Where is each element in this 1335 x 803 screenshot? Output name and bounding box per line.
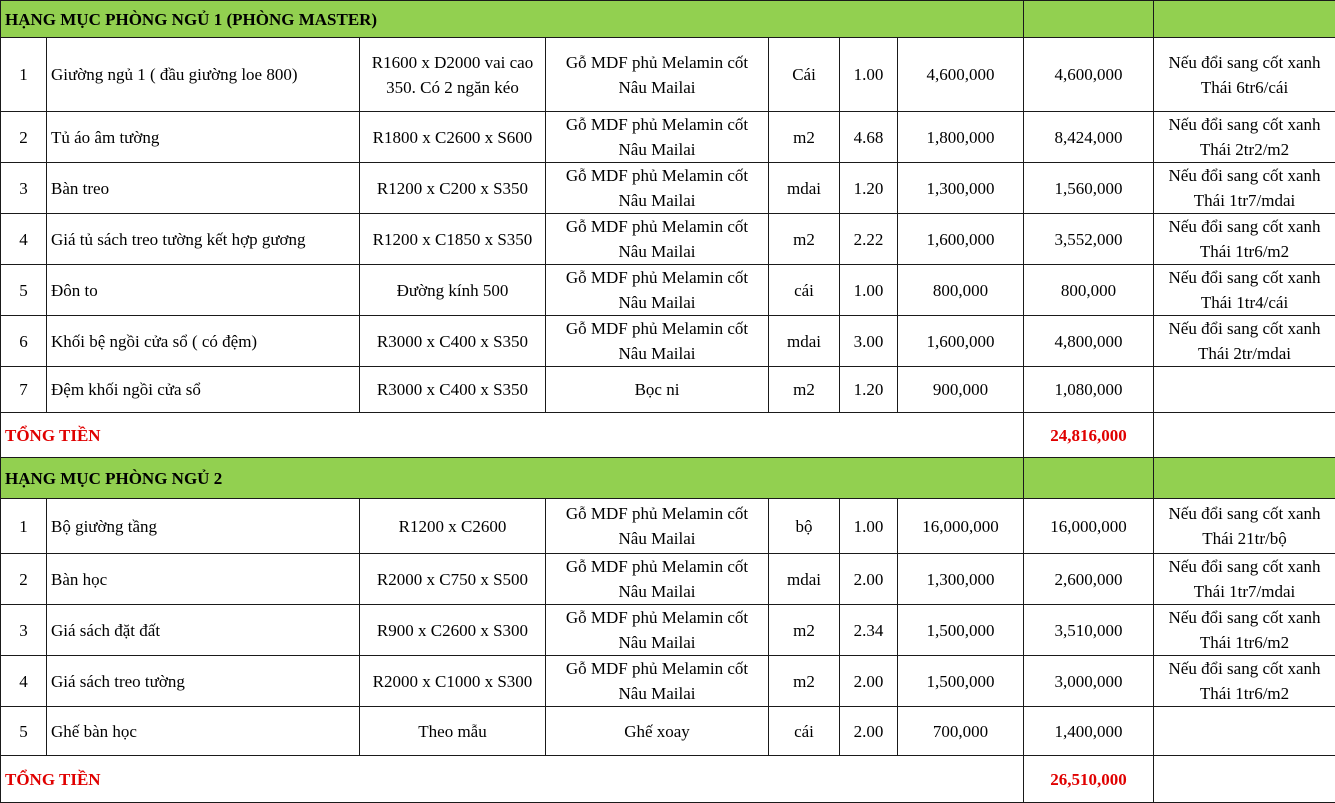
line-total-cell: 3,000,000 <box>1024 656 1154 707</box>
total-label: TỔNG TIỀN <box>1 413 1024 458</box>
unit-price-cell: 16,000,000 <box>898 499 1024 554</box>
line-total-cell: 16,000,000 <box>1024 499 1154 554</box>
item-name-cell: Giá sách treo tường <box>47 656 360 707</box>
table-row <box>1 214 1335 265</box>
line-total-cell: 1,400,000 <box>1024 707 1154 756</box>
table-row <box>1 265 1335 316</box>
table-row <box>1 554 1335 605</box>
dimension-cell: R1200 x C1850 x S350 <box>360 214 546 265</box>
note-cell: Nếu đổi sang cốt xanh Thái 2tr2/m2 <box>1154 112 1335 163</box>
section-header-total-cell <box>1024 1 1154 38</box>
unit-price-cell: 4,600,000 <box>898 38 1024 112</box>
unit-price-cell: 800,000 <box>898 265 1024 316</box>
line-total-cell: 4,600,000 <box>1024 38 1154 112</box>
unit-cell: mdai <box>769 554 840 605</box>
dimension-cell: R3000 x C400 x S350 <box>360 316 546 367</box>
item-name-cell: Giá sách đặt đất <box>47 605 360 656</box>
quantity-cell: 1.20 <box>840 367 898 413</box>
section-header-note-cell <box>1154 458 1335 499</box>
quantity-cell: 1.00 <box>840 265 898 316</box>
line-total-cell: 2,600,000 <box>1024 554 1154 605</box>
item-name-cell: Giá tủ sách treo tường kết hợp gương <box>47 214 360 265</box>
material-cell: Gỗ MDF phủ Melamin cốt Nâu Mailai <box>546 605 769 656</box>
section-header-row <box>1 1 1335 38</box>
item-name-cell: Đệm khối ngồi cửa sổ <box>47 367 360 413</box>
item-number-cell: 2 <box>1 112 47 163</box>
item-name-cell: Đôn to <box>47 265 360 316</box>
item-name-cell: Bàn treo <box>47 163 360 214</box>
quantity-cell: 2.00 <box>840 554 898 605</box>
item-name-cell: Bàn học <box>47 554 360 605</box>
item-name-cell: Bộ giường tầng <box>47 499 360 554</box>
item-name-cell: Giường ngủ 1 ( đầu giường loe 800) <box>47 38 360 112</box>
section-header-note-cell <box>1154 1 1335 38</box>
section-header-total-cell <box>1024 458 1154 499</box>
table-row <box>1 707 1335 756</box>
item-number-cell: 6 <box>1 316 47 367</box>
note-cell: Nếu đổi sang cốt xanh Thái 1tr7/mdai <box>1154 554 1335 605</box>
unit-cell: m2 <box>769 112 840 163</box>
unit-cell: m2 <box>769 214 840 265</box>
material-cell: Gỗ MDF phủ Melamin cốt Nâu Mailai <box>546 38 769 112</box>
dimension-cell: Theo mẫu <box>360 707 546 756</box>
quantity-cell: 2.00 <box>840 656 898 707</box>
item-number-cell: 7 <box>1 367 47 413</box>
item-number-cell: 3 <box>1 163 47 214</box>
line-total-cell: 1,080,000 <box>1024 367 1154 413</box>
line-total-cell: 8,424,000 <box>1024 112 1154 163</box>
unit-price-cell: 1,300,000 <box>898 163 1024 214</box>
dimension-cell: R1200 x C2600 <box>360 499 546 554</box>
dimension-cell: R1600 x D2000 vai cao 350. Có 2 ngăn kéo <box>360 38 546 112</box>
dimension-cell: R3000 x C400 x S350 <box>360 367 546 413</box>
material-cell: Gỗ MDF phủ Melamin cốt Nâu Mailai <box>546 265 769 316</box>
section-title: HẠNG MỤC PHÒNG NGỦ 1 (PHÒNG MASTER) <box>1 1 1024 38</box>
unit-price-cell: 1,800,000 <box>898 112 1024 163</box>
total-note-cell <box>1154 756 1335 803</box>
note-cell: Nếu đổi sang cốt xanh Thái 1tr4/cái <box>1154 265 1335 316</box>
unit-price-cell: 900,000 <box>898 367 1024 413</box>
material-cell: Gỗ MDF phủ Melamin cốt Nâu Mailai <box>546 163 769 214</box>
line-total-cell: 3,552,000 <box>1024 214 1154 265</box>
note-cell: Nếu đổi sang cốt xanh Thái 1tr6/m2 <box>1154 656 1335 707</box>
table-row <box>1 499 1335 554</box>
table-body <box>1 1 1335 803</box>
note-cell: Nếu đổi sang cốt xanh Thái 21tr/bộ <box>1154 499 1335 554</box>
unit-cell: m2 <box>769 367 840 413</box>
item-number-cell: 4 <box>1 214 47 265</box>
dimension-cell: R1800 x C2600 x S600 <box>360 112 546 163</box>
material-cell: Ghế xoay <box>546 707 769 756</box>
item-number-cell: 4 <box>1 656 47 707</box>
unit-cell: mdai <box>769 316 840 367</box>
material-cell: Gỗ MDF phủ Melamin cốt Nâu Mailai <box>546 112 769 163</box>
quantity-cell: 3.00 <box>840 316 898 367</box>
item-name-cell: Ghế bàn học <box>47 707 360 756</box>
total-note-cell <box>1154 413 1335 458</box>
table-row <box>1 605 1335 656</box>
dimension-cell: R2000 x C1000 x S300 <box>360 656 546 707</box>
note-cell: Nếu đổi sang cốt xanh Thái 1tr6/m2 <box>1154 605 1335 656</box>
material-cell: Gỗ MDF phủ Melamin cốt Nâu Mailai <box>546 316 769 367</box>
item-name-cell: Tủ áo âm tường <box>47 112 360 163</box>
quantity-cell: 1.00 <box>840 499 898 554</box>
item-number-cell: 5 <box>1 265 47 316</box>
unit-price-cell: 1,600,000 <box>898 214 1024 265</box>
dimension-cell: R900 x C2600 x S300 <box>360 605 546 656</box>
quantity-cell: 2.34 <box>840 605 898 656</box>
table-row <box>1 656 1335 707</box>
table-row <box>1 112 1335 163</box>
note-cell <box>1154 367 1335 413</box>
table-row <box>1 316 1335 367</box>
unit-cell: m2 <box>769 605 840 656</box>
quantity-cell: 2.00 <box>840 707 898 756</box>
unit-cell: cái <box>769 265 840 316</box>
unit-price-cell: 1,300,000 <box>898 554 1024 605</box>
table-row <box>1 367 1335 413</box>
dimension-cell: R2000 x C750 x S500 <box>360 554 546 605</box>
item-number-cell: 5 <box>1 707 47 756</box>
table-row <box>1 38 1335 112</box>
material-cell: Gỗ MDF phủ Melamin cốt Nâu Mailai <box>546 554 769 605</box>
item-number-cell: 3 <box>1 605 47 656</box>
material-cell: Gỗ MDF phủ Melamin cốt Nâu Mailai <box>546 656 769 707</box>
line-total-cell: 4,800,000 <box>1024 316 1154 367</box>
line-total-cell: 3,510,000 <box>1024 605 1154 656</box>
note-cell: Nếu đổi sang cốt xanh Thái 2tr/mdai <box>1154 316 1335 367</box>
total-row <box>1 756 1335 803</box>
quantity-cell: 1.00 <box>840 38 898 112</box>
quantity-cell: 4.68 <box>840 112 898 163</box>
dimension-cell: Đường kính 500 <box>360 265 546 316</box>
line-total-cell: 1,560,000 <box>1024 163 1154 214</box>
section-header-row <box>1 458 1335 499</box>
total-value: 24,816,000 <box>1024 413 1154 458</box>
unit-price-cell: 1,500,000 <box>898 605 1024 656</box>
quantity-cell: 1.20 <box>840 163 898 214</box>
unit-cell: mdai <box>769 163 840 214</box>
total-row <box>1 413 1335 458</box>
item-number-cell: 1 <box>1 499 47 554</box>
material-cell: Bọc ni <box>546 367 769 413</box>
note-cell: Nếu đổi sang cốt xanh Thái 1tr6/m2 <box>1154 214 1335 265</box>
material-cell: Gỗ MDF phủ Melamin cốt Nâu Mailai <box>546 214 769 265</box>
table-row <box>1 163 1335 214</box>
unit-cell: bộ <box>769 499 840 554</box>
item-name-cell: Khối bệ ngồi cửa sổ ( có đệm) <box>47 316 360 367</box>
line-total-cell: 800,000 <box>1024 265 1154 316</box>
unit-cell: cái <box>769 707 840 756</box>
unit-cell: Cái <box>769 38 840 112</box>
unit-price-cell: 1,500,000 <box>898 656 1024 707</box>
total-value: 26,510,000 <box>1024 756 1154 803</box>
total-label: TỔNG TIỀN <box>1 756 1024 803</box>
unit-price-cell: 700,000 <box>898 707 1024 756</box>
item-number-cell: 1 <box>1 38 47 112</box>
unit-price-cell: 1,600,000 <box>898 316 1024 367</box>
section-title: HẠNG MỤC PHÒNG NGỦ 2 <box>1 458 1024 499</box>
unit-cell: m2 <box>769 656 840 707</box>
note-cell: Nếu đổi sang cốt xanh Thái 1tr7/mdai <box>1154 163 1335 214</box>
dimension-cell: R1200 x C200 x S350 <box>360 163 546 214</box>
item-number-cell: 2 <box>1 554 47 605</box>
note-cell: Nếu đổi sang cốt xanh Thái 6tr6/cái <box>1154 38 1335 112</box>
material-cell: Gỗ MDF phủ Melamin cốt Nâu Mailai <box>546 499 769 554</box>
quantity-cell: 2.22 <box>840 214 898 265</box>
note-cell <box>1154 707 1335 756</box>
